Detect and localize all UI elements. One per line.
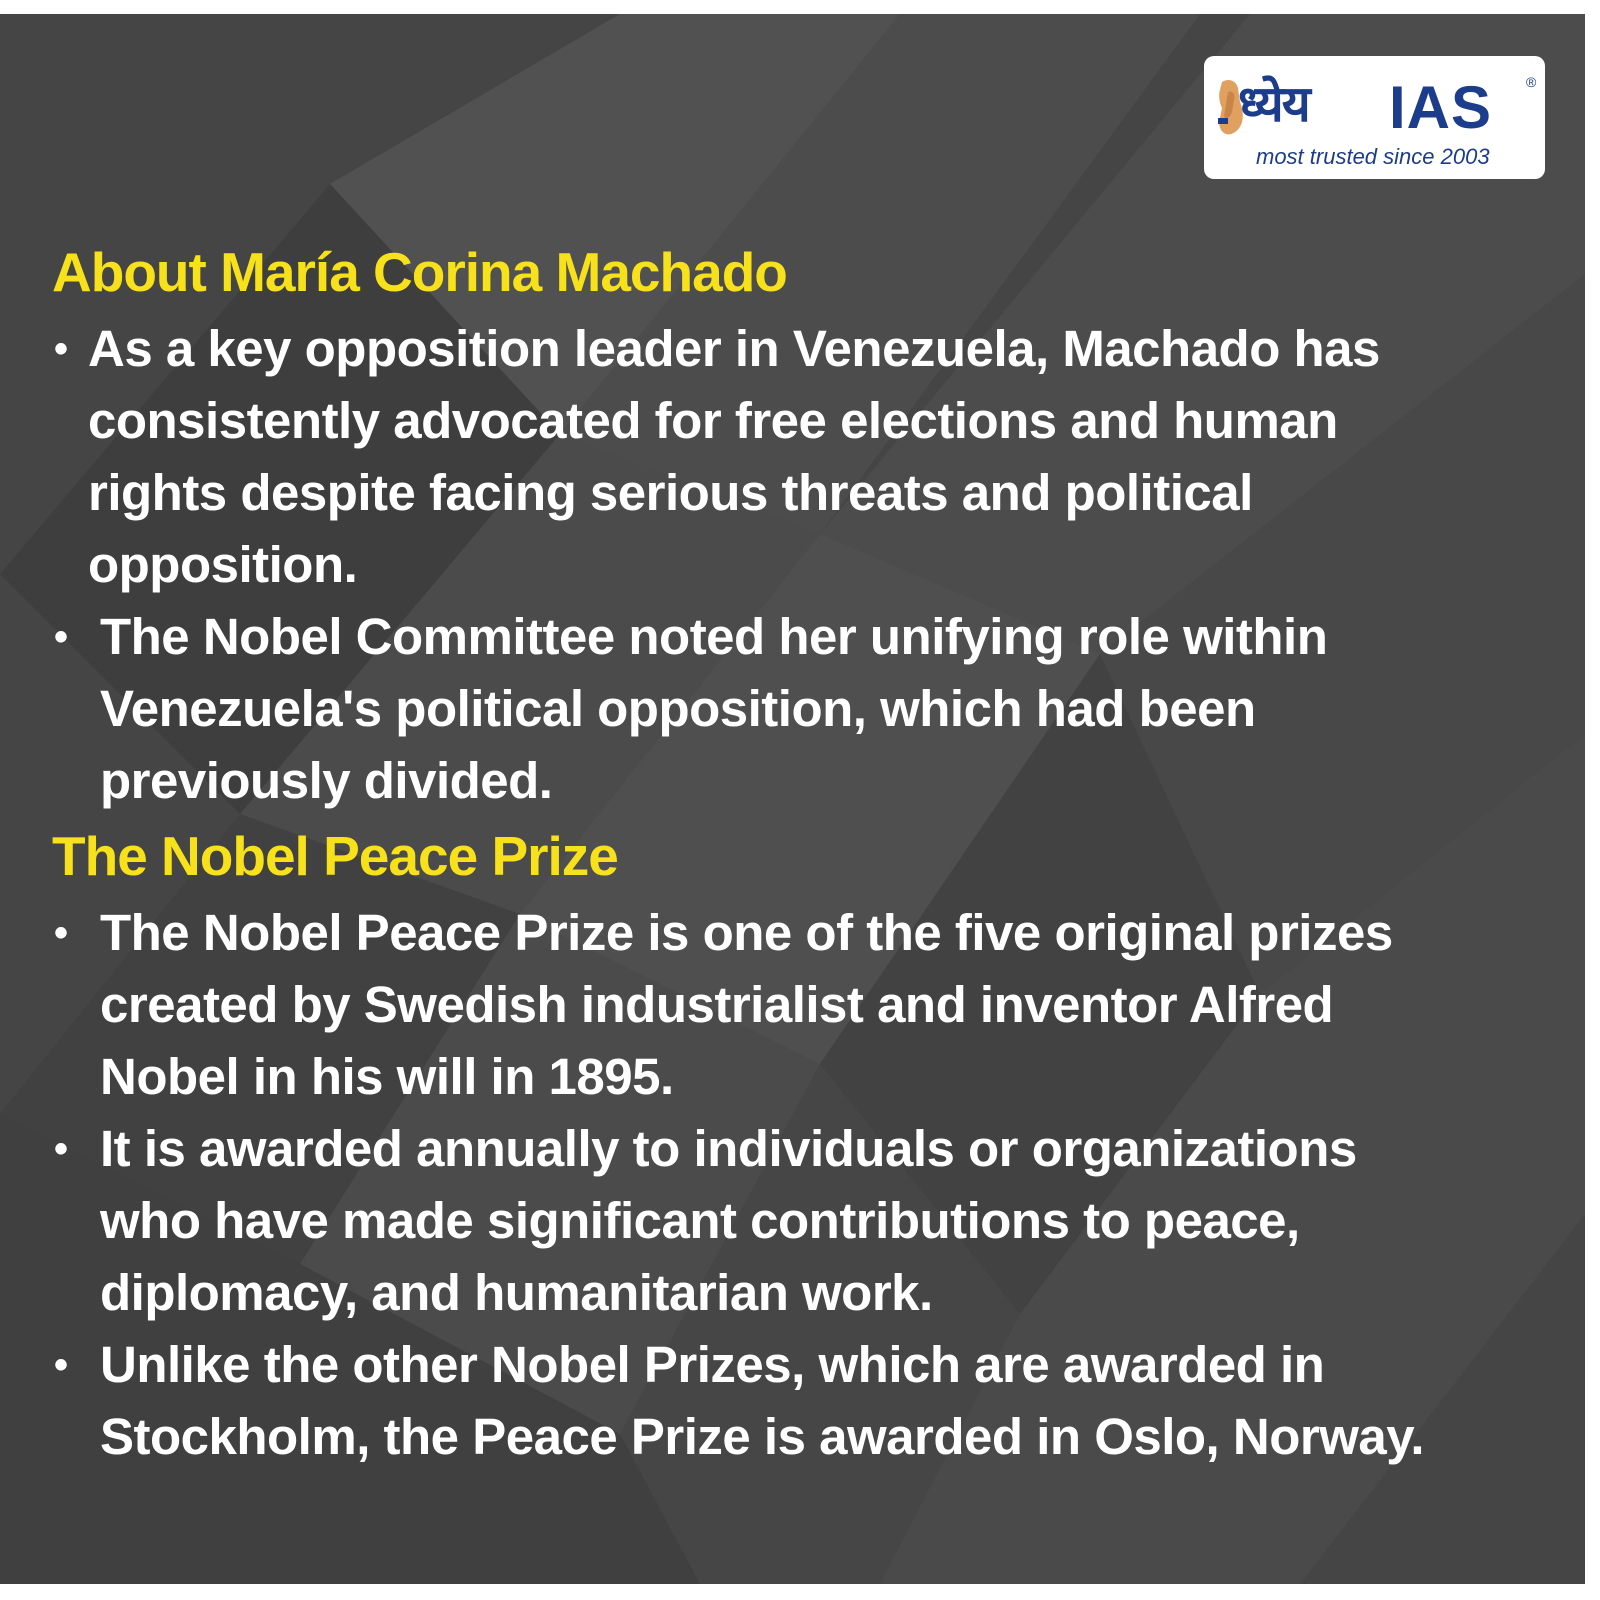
text-line: Unlike the other Nobel Prizes, which are awarded in	[100, 1336, 1325, 1393]
list-item-text	[0, 1113, 1585, 1329]
text-line: It is awarded annually to individuals or organizations	[100, 1120, 1357, 1177]
infographic-card	[0, 14, 1585, 1584]
text-line: The Nobel Peace Prize is one of the five original prizes	[100, 904, 1393, 961]
list-item-text	[0, 897, 1585, 1113]
text-line: Venezuela's political opposition, which had been	[100, 680, 1256, 737]
text-line: opposition.	[88, 536, 358, 593]
list-item	[0, 1113, 1585, 1329]
list-item	[0, 313, 1585, 601]
bullet-icon: •	[54, 1127, 68, 1171]
brand-tagline: most trusted since 2003	[1256, 144, 1490, 169]
machado-bullet-list	[0, 313, 1585, 817]
list-item-text	[0, 313, 1585, 601]
list-item-text	[0, 1329, 1585, 1473]
text-line: As a key opposition leader in Venezuela, Machado has	[88, 320, 1380, 377]
text-line: created by Swedish industrialist and inventor Alfred	[100, 976, 1334, 1033]
list-item	[0, 601, 1585, 817]
bullet-icon: •	[54, 1343, 68, 1387]
list-item-text	[0, 601, 1585, 817]
section-heading-nobel-peace-prize: The Nobel Peace Prize	[52, 825, 618, 887]
nobel-bullet-list	[0, 897, 1585, 1473]
text-line: who have made significant contributions to peace,	[100, 1192, 1300, 1249]
brand-name-latin: IAS	[1389, 74, 1493, 141]
bullet-icon: •	[54, 615, 68, 659]
bullet-icon: •	[54, 327, 68, 371]
text-line: consistently advocated for free elections and human	[88, 392, 1338, 449]
text-line: Nobel in his will in 1895.	[100, 1048, 674, 1105]
text-line: The Nobel Committee noted her unifying role within	[100, 608, 1328, 665]
list-item	[0, 897, 1585, 1113]
bullet-icon: •	[54, 911, 68, 955]
text-line: Stockholm, the Peace Prize is awarded in Oslo, Norway.	[100, 1408, 1425, 1465]
list-item	[0, 1329, 1585, 1473]
brand-logo	[1204, 56, 1545, 179]
text-line: previously divided.	[100, 752, 553, 809]
brand-name-devanagari: ध्येय	[1238, 75, 1309, 133]
registered-mark: ®	[1526, 74, 1537, 90]
text-line: diplomacy, and humanitarian work.	[100, 1264, 933, 1321]
section-heading-machado: About María Corina Machado	[52, 241, 787, 303]
text-line: rights despite facing serious threats and political	[88, 464, 1253, 521]
